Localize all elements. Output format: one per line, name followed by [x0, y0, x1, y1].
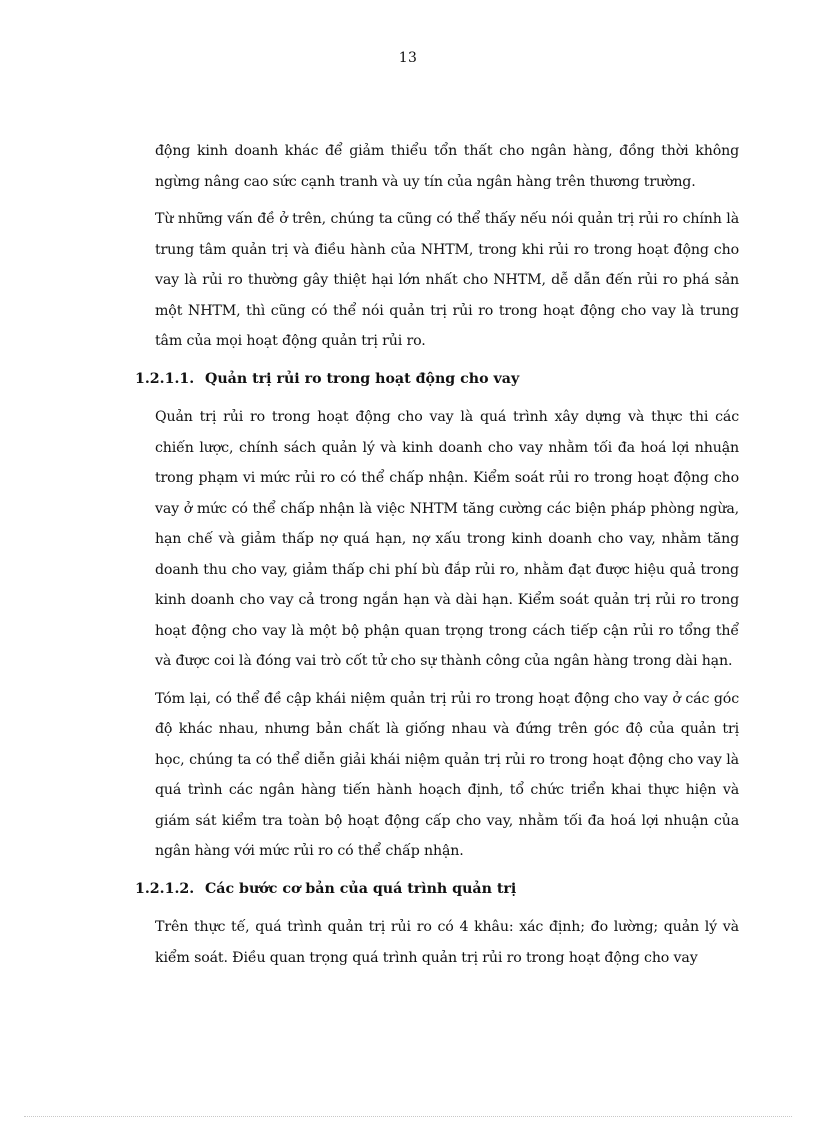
paragraph-continuation: động kinh doanh khác để giảm thiểu tổn thất cho ngân hàng, đồng thời không ngừng nâng cao sức cạnh tranh và uy tín của ngân hàng trên thương trường. [155, 143, 739, 190]
section-number: 1.2.1.1. [135, 370, 195, 387]
section-heading-1-2-1-2 [135, 874, 739, 905]
paragraph-summary: Từ những vấn đề ở trên, chúng ta cũng có thể thấy nếu nói quản trị rủi ro chính là trung tâm quản trị và điều hành của NHTM, trong khi rủi ro trong hoạt động cho vay là rủi ro thường gây thiệt hại lớn nhất cho NHTM, dễ dẫn đến rủi ro phá sản một NHTM, thì cũng có thể nói quản trị rủi ro trong hoạt động cho vay là trung tâm của mọi hoạt động quản trị rủi ro. [155, 211, 739, 349]
section-title: Quản trị rủi ro trong hoạt động cho vay [205, 370, 520, 387]
page-number: 13 [398, 50, 418, 66]
paragraph-steps: Trên thực tế, quá trình quản trị rủi ro có 4 khâu: xác định; đo lường; quản lý và kiểm soát. Điều quan trọng quá trình quản trị rủi ro trong hoạt động cho vay [155, 919, 739, 966]
section-heading-1-2-1-1 [135, 364, 739, 395]
page-bottom-divider [24, 1116, 792, 1117]
section-number: 1.2.1.2. [135, 880, 195, 897]
paragraph-conclusion: Tóm lại, có thể đề cập khái niệm quản trị rủi ro trong hoạt động cho vay ở các góc độ khác nhau, nhưng bản chất là giống nhau và đứng trên góc độ của quản trị học, chúng ta có thể diễn giải khái niệm quản trị rủi ro trong hoạt động cho vay là quá trình các ngân hàng tiến hành hoạch định, tổ chức triển khai thực hiện và giám sát kiểm tra toàn bộ hoạt động cấp cho vay, nhằm tối đa hoá lợi nhuận của ngân hàng với mức rủi ro có thể chấp nhận. [155, 690, 739, 859]
section-title: Các bước cơ bản của quá trình quản trị [205, 880, 517, 897]
paragraph-definition: Quản trị rủi ro trong hoạt động cho vay là quá trình xây dựng và thực thi các chiến lược, chính sách quản lý và kinh doanh cho vay nhằm tối đa hoá lợi nhuận trong phạm vi mức rủi ro có thể chấp nhận. Kiểm soát rủi ro trong hoạt động cho vay ở mức có thể chấp nhận là việc NHTM tăng cường các biện pháp phòng ngừa, hạn chế và giảm thấp nợ quá hạn, nợ xấu trong kinh doanh cho vay, nhằm tăng doanh thu cho vay, giảm thấp chi phí bù đắp rủi ro, nhằm đạt được hiệu quả trong kinh doanh cho vay cả trong ngắn hạn và dài hạn. Kiểm soát quản trị rủi ro trong hoạt động cho vay là một bộ phận quan trọng trong cách tiếp cận rủi ro tổng thể và được coi là đóng vai trò cốt tử cho sự thành công của ngân hàng trong dài hạn. [155, 409, 739, 669]
body-text [135, 136, 739, 980]
